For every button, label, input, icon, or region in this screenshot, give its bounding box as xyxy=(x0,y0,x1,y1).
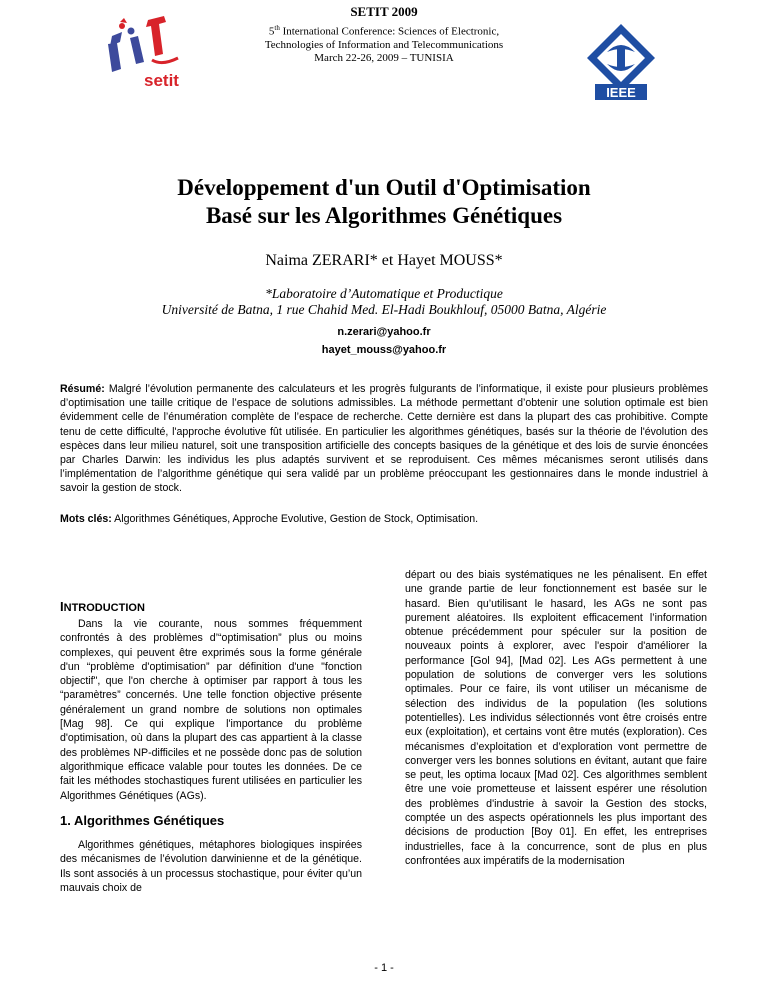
email-author-1: n.zerari@yahoo.fr xyxy=(337,326,431,338)
ieee-logo xyxy=(585,22,657,102)
conference-line-3: March 22-26, 2009 – TUNISIA xyxy=(314,51,454,64)
keywords-label: Mots clés: xyxy=(60,513,112,525)
authors: Naima ZERARI* et Hayet MOUSS* xyxy=(265,252,503,269)
keywords xyxy=(60,513,708,525)
keywords-text: Algorithmes Génétiques, Approche Evolutive, Gestion de Stock, Optimisation. xyxy=(111,513,479,525)
right-column-text: départ ou des biais systématiques ne les pénalisent. En effet une grande partie de leur fonctionnement est basée sur le hasard. Bien qu’utilisant le hasard, les AGs ne sont pas purement aléatoires. Ils exploitent efficacement l’information obtenue précédemment pour spéculer sur la position de nouveaux points à explorer, avec l'espoir d'améliorer la performance [Gol 94], [Mad 02]. Les AGs permettent à une population de solutions de converger vers les solutions optimales. Pour ce faire, ils vont utiliser un mécanisme de sélection des individus de la population (les solutions potentielles). Les individus sélectionnés vont être croisés entre eux (exploitation), et certains vont être mutés (exploration). Ces mécanismes d’exploitation et d’exploration vont permettre de converger vers les bonnes solutions en évitant, autant que faire se peut, les optima locaux [Mad 02]. Ces algorithmes semblent être une voie prometteuse et laissent espérer une résolution des problèmes d'industrie à savoir la Gestion des stocks, comptée un des aspects opérationnels les plus important des décisions de production [Boy 01]. En effet, les entreprises industrielles, face à la concurrence, sont de plus en plus confrontées aux impératifs de la modernisation xyxy=(405,569,707,867)
abstract-text: Malgré l’évolution permanente des calculateurs et les progrès fulgurants de l’informatique, il existe pour plusieurs problèmes d’optimisation une taille critique de l’espace de solutions admissibles. La méthode permettant d’obtenir une solution optimale est bien évidemment celle de l’énumération complète de l’espace de recherche. Cette dernière est dans la plupart des cas prohibitive. Compte tenu de cette difficulté, l'approche évolutive fût utilisée. En particulier les algorithmes génétiques, basés sur la théorie de l'évolution des espèces dans leur milieu naturel, soit une transposition artificielle des concepts basiques de la génétique et des lois de survie énoncées par Charles Darwin: les individus les plus adaptés survivent et se reproduisent. Ces mêmes mécanismes seront utilisés dans l’implémentation de l’algorithme génétique qui sera validé par un problème préoccupant les gestionnaires dans le monde industriel à savoir la gestion de stock. xyxy=(60,383,708,495)
affiliation xyxy=(60,286,708,318)
setit-logo xyxy=(100,14,192,94)
conference-title: SETIT 2009 xyxy=(350,4,418,19)
section-1-text: Algorithmes génétiques, métaphores biologiques inspirées des mécanismes de l’évolution darwinienne et de la génétique. Ils sont associés à un processus stochastique, pour éviter qu’un mauvais choix de xyxy=(60,839,362,894)
email-author-2: hayet_mouss@yahoo.fr xyxy=(321,344,447,356)
ieee-logo-text: IEEE xyxy=(606,85,636,100)
paper-title-line-1: Développement d'un Outil d'Optimisation xyxy=(177,175,591,200)
conference-line-1: 5th International Conference: Sciences of Electronic, xyxy=(268,24,500,38)
abstract xyxy=(60,382,708,496)
setit-logo-text: setit xyxy=(144,71,179,90)
paper-title-line-2: Basé sur les Algorithmes Génétiques xyxy=(205,203,563,228)
conference-line-2: Technologies of Information and Telecommunications xyxy=(264,38,504,51)
section-1-heading: 1. Algorithmes Génétiques xyxy=(60,813,225,828)
abstract-label: Résumé: xyxy=(60,383,105,395)
page-number: - 1 - xyxy=(374,962,394,974)
intro-text: Dans la vie courante, nous sommes fréquemment confrontés à des problèmes d’“optimisation” plus ou moins complexes, qui peuvent être exprimés sous la forme générale d'un “problème d'optimisation” par définition d'une "fonction objectif", que l'on cherche à optimiser par rapport à tous les “paramètres” concernés. Une telle fonction objective présente généralement un grand nombre de solutions non optimales [Mag 98]. Ce qui explique l'importance du problème d'optimisation, où dans la plupart des cas appartient à la classe des problèmes NP-difficiles et ne possède donc pas de solution algorithmique efficace valable pour toutes les données. De ce fait les méthodes stochastiques furent utilisées en particulier les Algorithmes Génétiques (AGs). xyxy=(60,618,362,802)
intro-heading: INTRODUCTION xyxy=(60,599,145,614)
affiliation-line-1: *Laboratoire d’Automatique et Productique xyxy=(265,286,503,301)
paper-title xyxy=(60,174,708,230)
conference-info xyxy=(220,22,548,65)
affiliation-line-2: Université de Batna, 1 rue Chahid Med. El-Hadi Boukhlouf, 05000 Batna, Algérie xyxy=(161,302,607,317)
